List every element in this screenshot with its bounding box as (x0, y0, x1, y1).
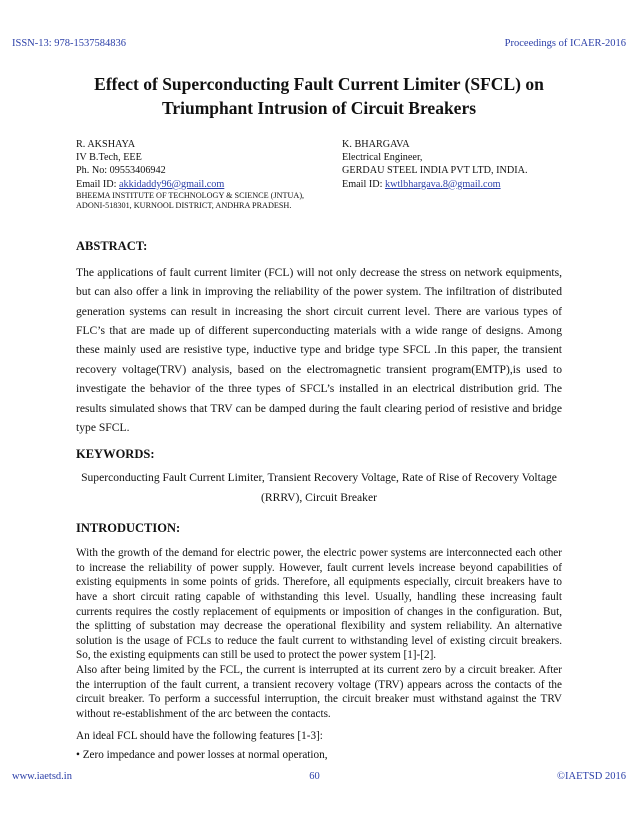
author-1-name: R. AKSHAYA (76, 139, 136, 150)
author-1-email-link[interactable]: akkidaddy96@gmail.com (119, 178, 225, 190)
author-block (76, 138, 562, 211)
author-2-email-link[interactable]: kwtlbhargava.8@gmail.com (385, 178, 501, 190)
abstract-text: The applications of fault current limiter (FCL) will not only decrease the stress on network equipments, but can also offer a link in improving the reliability of the power system. The infiltration of distributed generation systems can result in increasing the short circuit current level. There are various types of FLC’s that are made up of different superconducting materials with a wide range of designs. Among these mainly used are resistive type, inductive type and bridge type SFCL .In this paper, the transient recovery voltage(TRV) analysis, based on the electromagnetic transient program(EMTP),is used to investigate the behavior of the three types of SFCL’s installed in an electrical distribution grid. The results simulated shows that TRV can be damped during the fault clearing period of resistive and bridge type SFCL. (76, 265, 562, 435)
author-2-company: GERDAU STEEL INDIA PVT LTD, INDIA. (342, 165, 528, 177)
author-1-affiliation-1: BHEEMA INSTITUTE OF TECHNOLOGY & SCIENCE (JNTUA), (76, 190, 305, 200)
author-1 (76, 138, 342, 211)
author-1-email-label: Email ID: (76, 178, 120, 190)
paper-title (76, 72, 562, 120)
author-2-email-label: Email ID: (342, 178, 386, 190)
proceedings-label: Proceedings of ICAER-2016 (504, 38, 626, 49)
author-1-email-row (76, 178, 342, 191)
author-2-role: Electrical Engineer, (342, 152, 423, 164)
issn-label: ISSN-13: 978-1537584836 (12, 38, 127, 49)
keywords-heading: KEYWORDS: (76, 447, 155, 462)
abstract-heading: ABSTRACT: (76, 238, 148, 253)
paper-body (76, 72, 562, 765)
author-1-degree: IV B.Tech, EEE (76, 152, 142, 164)
features-intro: An ideal FCL should have the following features [1-3]: (76, 730, 323, 743)
author-2 (342, 138, 562, 211)
copyright-label: ©IAETSD 2016 (557, 771, 626, 782)
introduction-heading: INTRODUCTION: (76, 521, 181, 536)
introduction-paragraph-1: With the growth of the demand for electric power, the electric power systems are interconnected each other to increase the reliability of power supply. However, fault current levels increase beyond capabilities of existing equipments in some points of grids. Therefore, all equipments especially, circuit breakers have to have a short circuit rating capable of withstanding this level. Usually, handling these increasing fault currents requires the costly replacement of equipments or imposition of changes in the configuration. But, the splitting of substation may decrease the operational flexibility and system reliability. An alternative solution is the usage of FCLs to reduce the fault current to withstanding level of existing circuit breakers. So, the existing equipments can still be used to protect the power system [1]-[2]. (76, 547, 562, 662)
author-1-affiliation-2: ADONI-518301, KURNOOL DISTRICT, ANDHRA PRADESH. (76, 200, 292, 210)
title-line-1: Effect of Superconducting Fault Current Limiter (SFCL) on (94, 74, 544, 94)
author-2-name: K. BHARGAVA (342, 139, 410, 150)
title-line-2: Triumphant Intrusion of Circuit Breakers (161, 98, 477, 118)
page-number: 60 (309, 771, 320, 782)
introduction-paragraph-2: Also after being limited by the FCL, the current is interrupted at its current zero by a circuit breaker. After the interruption of the fault current, a transient recovery voltage (TRV) appears across the contacts of the circuit breaker. To perform a successful interruption, the circuit breaker must withstand against the TRV without re-establishment of the arc between the contacts. (76, 664, 562, 720)
author-1-phone: Ph. No: 09553406942 (76, 165, 166, 177)
author-2-email-row (342, 178, 562, 191)
website-link[interactable]: www.iaetsd.in (12, 771, 72, 782)
feature-item-1: • Zero impedance and power losses at normal operation, (76, 749, 328, 762)
page-header (12, 38, 626, 49)
keywords-text: Superconducting Fault Current Limiter, Transient Recovery Voltage, Rate of Rise of Recovery Voltage (RRRV), Circuit Breaker (81, 471, 557, 504)
page-footer (12, 771, 626, 782)
